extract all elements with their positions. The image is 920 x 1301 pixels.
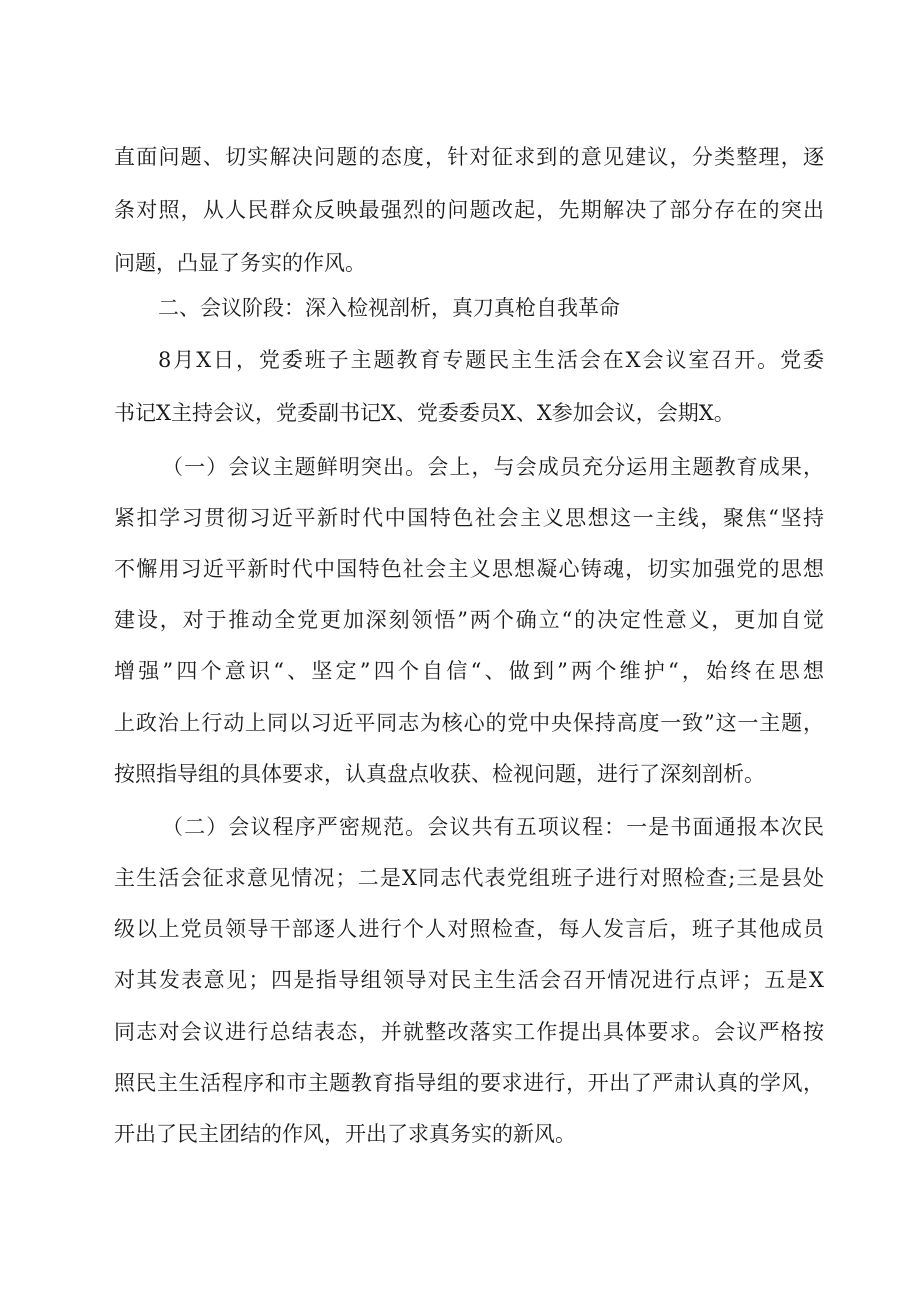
paragraph-line: 问题，凸显了务实的作风。 — [114, 251, 366, 275]
paragraph-line: 直面问题、切实解决问题的态度，针对征求到的意见建议，分类整理，逐 — [114, 145, 824, 169]
section-heading: 二、会议阶段：深入检视剖析，真刀真枪自我革命 — [158, 296, 620, 320]
paragraph-line: （二）会议程序严密规范。会议共有五项议程：一是书面通报本次民 — [162, 815, 824, 839]
paragraph-line: 主生活会征求意见情况；二是X同志代表党组班子进行对照检查;三是县处 — [114, 866, 824, 890]
paragraph-line: 条对照，从人民群众反映最强烈的问题改起，先期解决了部分存在的突出 — [114, 198, 824, 222]
paragraph-line: 8月X日，党委班子主题教育专题民主生活会在X会议室召开。党委 — [158, 348, 824, 372]
paragraph-line: 照民主生活程序和市主题教育指导组的要求进行，开出了严肃认真的学风， — [114, 1071, 824, 1095]
paragraph-line: 书记X主持会议，党委副书记X、党委委员X、X参加会议，会期X。 — [114, 401, 735, 425]
paragraph-line: 同志对会议进行总结表态，并就整改落实工作提出具体要求。会议严格按 — [114, 1020, 824, 1044]
paragraph-line: 级以上党员领导干部逐人进行个人对照检查，每人发言后，班子其他成员 — [114, 917, 824, 941]
paragraph-line: 建设，对于推动全党更加深刻领悟”两个确立“的决定性意义，更加自觉 — [114, 608, 824, 632]
paragraph-line: 对其发表意见；四是指导组领导对民主生活会召开情况进行点评；五是X — [114, 968, 824, 992]
paragraph-line: 开出了民主团结的作风，开出了求真务实的新风。 — [114, 1122, 576, 1146]
paragraph-line: 增强”四个意识“、坚定”四个自信“、做到”两个维护“，始终在思想 — [114, 659, 824, 683]
paragraph-line: 不懈用习近平新时代中国特色社会主义思想凝心铸魂，切实加强党的思想 — [114, 557, 824, 581]
paragraph-line: （一）会议主题鲜明突出。会上，与会成员充分运用主题教育成果， — [162, 455, 824, 479]
paragraph-line: 紧扣学习贯彻习近平新时代中国特色社会主义思想这一主线，聚焦“坚持 — [114, 506, 824, 530]
paragraph-line: 按照指导组的具体要求，认真盘点收获、检视问题，进行了深刻剖析。 — [114, 762, 765, 786]
paragraph-line: 上政治上行动上同以习近平同志为核心的党中央保持高度一致”这一主题， — [114, 711, 824, 735]
